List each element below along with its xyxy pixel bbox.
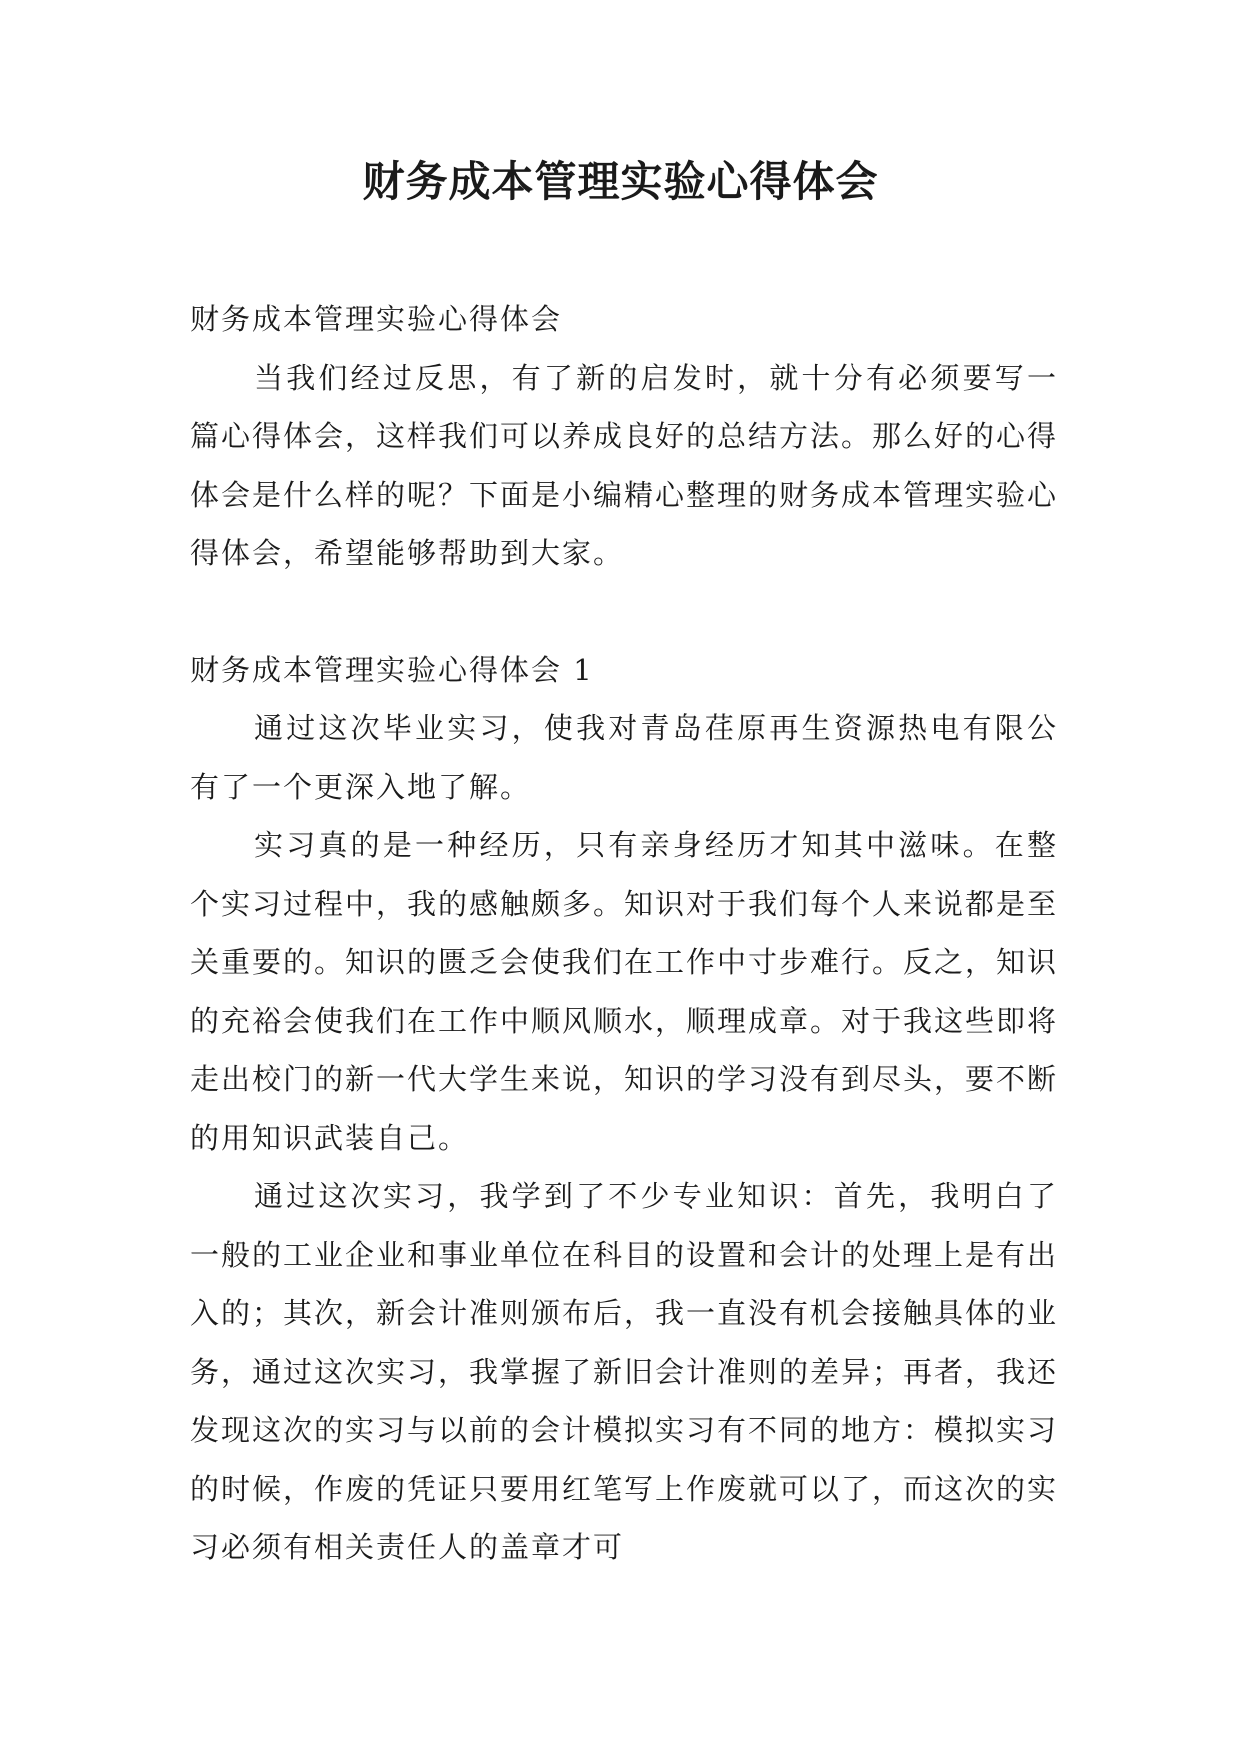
section-spacer	[190, 583, 1058, 641]
section-heading: 财务成本管理实验心得体会 1	[190, 652, 594, 687]
body-paragraph: 实习真的是一种经历，只有亲身经历才知其中滋味。在整个实习过程中，我的感触颇多。知识对于我们每个人来说都是至关重要的。知识的匮乏会使我们在工作中寸步难行。反之，知识的充裕会使我们在工作中顺风顺水，顺理成章。对于我这些即将走出校门的新一代大学生来说，知识的学习没有到尽头，要不断的用知识武装自己。	[190, 828, 1059, 1155]
body-paragraph: 通过这次实习，我学到了不少专业知识：首先，我明白了一般的工业企业和事业单位在科目的设置和会计的处理上是有出入的；其次，新会计准则颁布后，我一直没有机会接触具体的业务，通过这次实习，我掌握了新旧会计准则的差异；再者，我还发现这次的实习与以前的会计模拟实习有不同的地方：模拟实习的时候，作废的凭证只要用红笔写上作废就可以了，而这次的实习必须有相关责任人的盖章才可	[190, 1179, 1059, 1564]
body-paragraph: 通过这次毕业实习，使我对青岛荏原再生资源热电有限公有了一个更深入地了解。	[190, 711, 1058, 804]
intro-paragraph: 当我们经过反思，有了新的启发时，就十分有必须要写一篇心得体会，这样我们可以养成良好的总结方法。那么好的心得体会是什么样的呢？下面是小编精心整理的财务成本管理实验心得体会，希望能够帮助到大家。	[190, 360, 1059, 570]
document-body	[190, 290, 1058, 1577]
document-subtitle: 财务成本管理实验心得体会	[190, 302, 563, 336]
document-title: 财务成本管理实验心得体会	[362, 157, 879, 206]
